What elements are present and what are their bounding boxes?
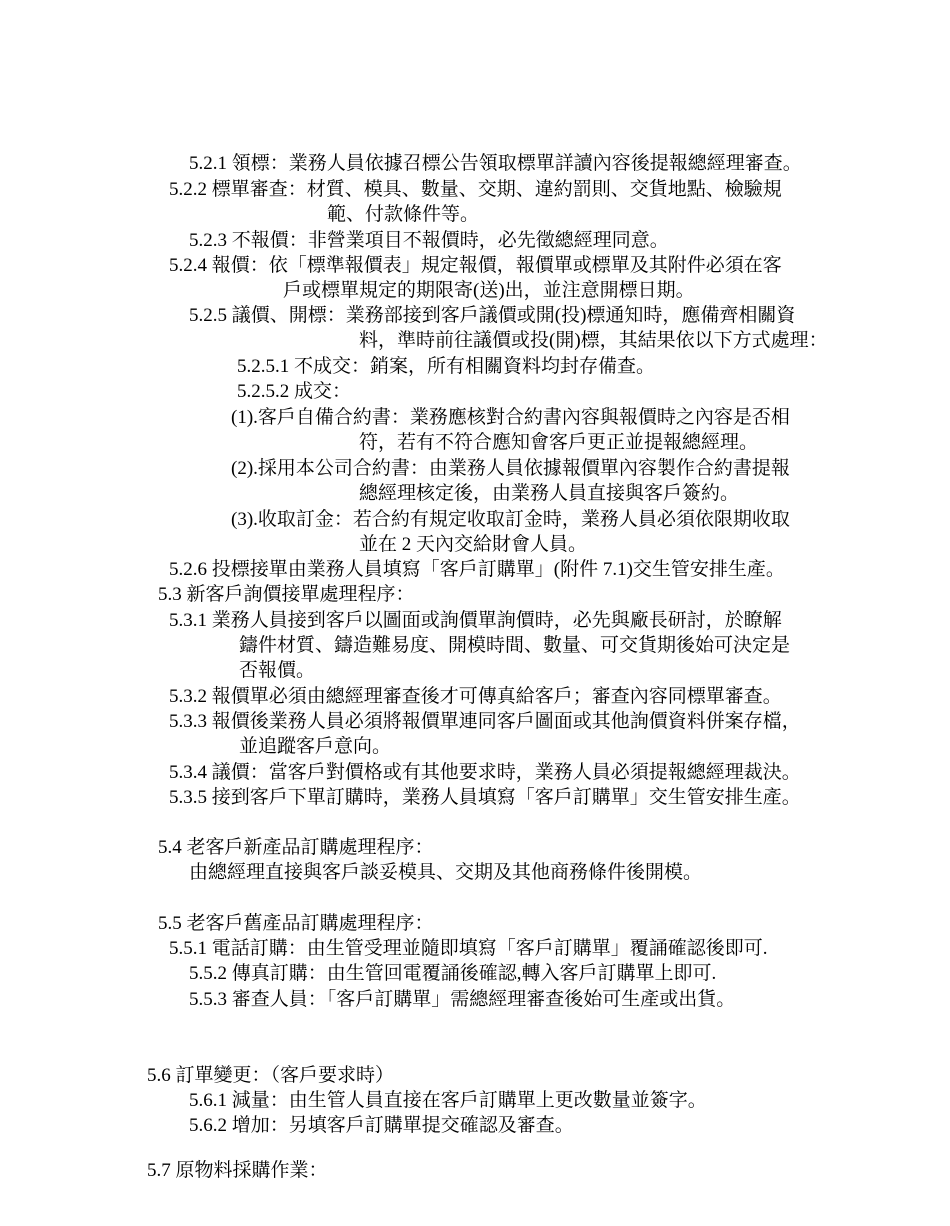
text-line: 5.3.5 接到客戶下單訂購時，業務人員填寫「客戶訂購單」交生管安排生產。 bbox=[169, 787, 801, 808]
text-line: 5.2.5.2 成交： bbox=[237, 381, 352, 402]
section-heading: 5.7 原物料採購作業： bbox=[147, 1160, 328, 1181]
text-line: 5.5.3 審查人員：「客戶訂購單」需總經理審查後始可生產或出貨。 bbox=[189, 989, 736, 1010]
text-line: (2).採用本公司合約書：由業務人員依據報價單內容製作合約書提報 bbox=[231, 458, 790, 479]
text-line: 由總經理直接與客戶談妥模具、交期及其他商務條件後開模。 bbox=[189, 862, 703, 883]
text-line: 5.6.1 減量：由生管人員直接在客戶訂購單上更改數量並簽字。 bbox=[189, 1090, 707, 1111]
text-line: (1).客戶自備合約書：業務應核對合約書內容與報價時之內容是否相 bbox=[231, 407, 790, 428]
text-line: 5.2.5.1 不成交：銷案，所有相關資料均封存備查。 bbox=[237, 356, 656, 377]
text-line: 符，若有不符合應知會客戶更正並提報總經理。 bbox=[359, 432, 759, 453]
text-line: 5.3.4 議價：當客戶對價格或有其他要求時，業務人員必須提報總經理裁決。 bbox=[169, 762, 801, 783]
text-line: 5.2.3 不報價：非營業項目不報價時，必先徵總經理同意。 bbox=[189, 230, 669, 251]
text-line: 5.2.6 投標接單由業務人員填寫「客戶訂購單」(附件 7.1)交生管安排生產。 bbox=[169, 559, 785, 580]
text-line: 5.5.2 傳真訂購：由生管回電覆誦後確認,轉入客戶訂購單上即可. bbox=[189, 963, 717, 984]
text-line: 5.2.1 領標：業務人員依據召標公告領取標單詳讀內容後提報總經理審查。 bbox=[189, 153, 802, 174]
text-line: 5.3.2 報價單必須由總經理審查後才可傳真給客戶；審查內容同標單審查。 bbox=[169, 686, 782, 707]
text-line: 5.2.2 標單審查：材質、模具、數量、交期、違約罰則、交貨地點、檢驗規 bbox=[169, 179, 782, 200]
text-line: 5.5.1 電話訂購：由生管受理並隨即填寫「客戶訂購單」覆誦確認後即可. bbox=[169, 938, 768, 959]
text-line: 否報價。 bbox=[239, 660, 316, 681]
section-heading: 5.3 新客戶詢價接單處理程序： bbox=[158, 584, 415, 605]
text-line: 料，準時前往議價或投(開)標，其結果依以下方式處理： bbox=[359, 330, 828, 351]
text-line: 5.2.5 議價、開標：業務部接到客戶議價或開(投)標通知時，應備齊相關資 bbox=[189, 305, 796, 326]
text-line: (3).收取訂金：若合約有規定收取訂金時，業務人員必須依限期收取 bbox=[231, 509, 790, 530]
section-heading: 5.5 老客戶舊產品訂購處理程序： bbox=[158, 913, 434, 934]
section-heading: 5.6 訂單變更：（客戶要求時） bbox=[147, 1065, 395, 1086]
text-line: 5.2.4 報價：依「標準報價表」規定報價，報價單或標單及其附件必須在客 bbox=[169, 255, 782, 276]
section-heading: 5.4 老客戶新產品訂購處理程序： bbox=[158, 837, 434, 858]
text-line: 範、付款條件等。 bbox=[327, 204, 480, 225]
text-line: 5.3.3 報價後業務人員必須將報價單連同客戶圖面或其他詢價資料併案存檔， bbox=[169, 711, 801, 732]
text-line: 戶或標單規定的期限寄(送)出，並注意開標日期。 bbox=[283, 280, 695, 301]
text-line: 並追蹤客戶意向。 bbox=[239, 736, 392, 757]
text-line: 5.6.2 增加：另填客戶訂購單提交確認及審查。 bbox=[189, 1115, 574, 1136]
text-line: 總經理核定後，由業務人員直接與客戶簽約。 bbox=[359, 483, 740, 504]
text-line: 鑄件材質、鑄造難易度、開模時間、數量、可交貨期後始可決定是 bbox=[239, 635, 791, 656]
text-line: 5.3.1 業務人員接到客戶以圖面或詢價單詢價時，必先與廠長研討，於瞭解 bbox=[169, 610, 782, 631]
text-line: 並在 2 天內交給財會人員。 bbox=[359, 534, 588, 555]
